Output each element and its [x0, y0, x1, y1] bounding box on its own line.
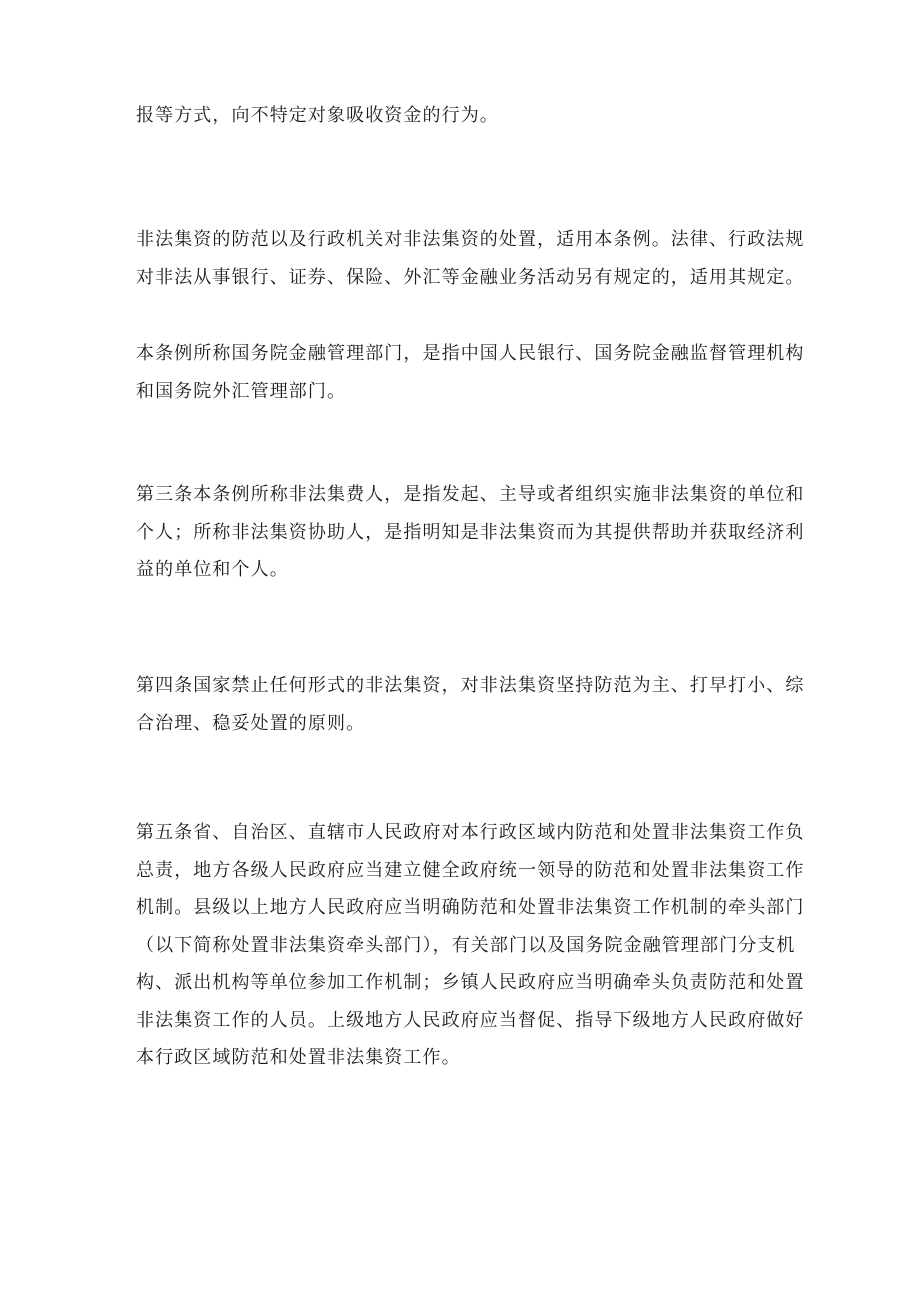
paragraph-scope — [136, 221, 805, 296]
text-line: 构、派出机构等单位参加工作机制；乡镇人民政府应当明确牵头负责防范和处置 — [136, 972, 805, 993]
text-line: 报等方式，向不特定对象吸收资金的行为。 — [136, 105, 499, 126]
paragraph-intro-fragment — [136, 97, 796, 135]
text-line: 第四条国家禁止任何形式的非法集资，对非法集资坚持防范为主、打早打小、综 — [136, 675, 805, 696]
text-line: 机制。县级以上地方人民政府应当明确防范和处置非法集资工作机制的牵头部门 — [136, 897, 805, 918]
paragraph-article-3 — [136, 476, 805, 589]
text-line: 对非法从事银行、证券、保险、外汇等金融业务活动另有规定的，适用其规定。 — [136, 266, 805, 288]
text-line: 益的单位和个人。 — [136, 559, 289, 580]
text-line: 非法集资工作的人员。上级地方人民政府应当督促、指导下级地方人民政府做好 — [136, 1009, 805, 1031]
text-line: （以下简称处置非法集资牵头部门），有关部门以及国务院金融管理部门分支机 — [136, 934, 796, 956]
text-line: 合治理、稳妥处置的原则。 — [136, 712, 366, 734]
text-line: 第三条本条例所称非法集费人，是指发起、主导或者组织实施非法集资的单位和 — [136, 484, 805, 505]
text-line: 个人；所称非法集资协助人，是指明知是非法集资而为其提供帮助并获取经济利 — [136, 521, 805, 543]
text-line: 和国务院外汇管理部门。 — [136, 380, 347, 402]
paragraph-article-4 — [136, 667, 805, 742]
text-line: 本条例所称国务院金融管理部门，是指中国人民银行、国务院金融监督管理机构 — [136, 343, 805, 364]
paragraph-financial-departments — [136, 335, 805, 410]
text-line: 总责，地方各级人民政府应当建立健全政府统一领导的防范和处置非法集资工作 — [136, 859, 805, 881]
text-line: 第五条省、自治区、直辖市人民政府对本行政区域内防范和处置非法集资工作负 — [136, 822, 805, 843]
paragraph-article-5 — [136, 814, 805, 1077]
text-line: 非法集资的防范以及行政机关对非法集资的处置，适用本条例。法律、行政法规 — [136, 229, 805, 250]
text-line: 本行政区域防范和处置非法集资工作。 — [136, 1047, 461, 1068]
